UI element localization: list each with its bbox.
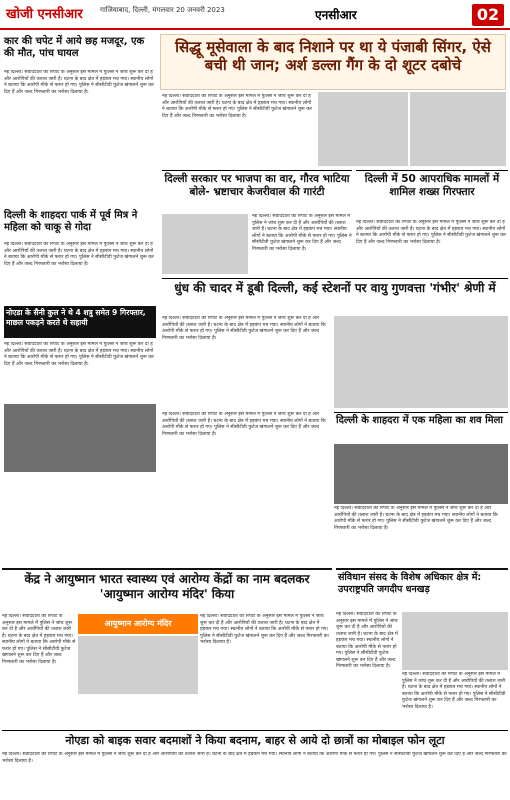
bjp-headline-box [162,170,352,210]
bottom-headline-box [2,730,508,750]
left-headline-3: नोएडा के सैनी कुल ने थे 4 शत्रु समेत 9 गिरफ्तार, माछल पकड़ने करते थे सहायी [4,306,156,338]
bjp-headline: दिल्ली सरकार पर भाजपा का वार, गौरव भाटिया बोले- भ्रष्टाचार केजरीवाल की गारंटी [164,173,350,198]
right-top-headline: दिल्ली में 50 आपराधिक मामलों में शामिल शख्स गिरफ्तार [364,173,500,198]
pollution-article: नई दिल्ली। संवाददाता की रिपोर्ट के अनुसार इस मामले में पुलिस ने जांच शुरू कर दी है और आरोपियों की तलाश जारी है। घटना के बाद क्षेत्र में हड़कंप मच गया। स्थानीय लोगों ने बताया कि आरोपी मौके से फरार हो गए। पुलिस ने सीसीटीवी फुटेज खंगालने शुरू कर दिए हैं और जल्द गिरफ्तारी का भरोसा दिलाया है। [162,316,326,341]
dateline: गाजियाबाद, दिल्ली, मंगलवार 20 जनवरी 2023 [100,6,225,14]
arrested-shooters-photo [410,92,506,166]
samvidhan-headline-box [336,568,508,610]
mid-center-article: नई दिल्ली। संवाददाता की रिपोर्ट के अनुसार इस मामले में पुलिस ने जांच शुरू कर दी है और आरोपियों की तलाश जारी है। घटना के बाद क्षेत्र में हड़कंप मच गया। स्थानीय लोगों ने बताया कि आरोपी मौके से फरार हो गए। पुलिस ने सीसीटीवी फुटेज खंगालने शुरू कर दिए हैं और जल्द गिरफ्तारी का भरोसा दिलाया है। [162,412,326,437]
bottom-headline: नोएडा को बाइक सवार बदमाशों ने किया बदनाम, बाहर से आये दो छात्रों का मोबाइल फोन लूटा [65,734,445,747]
left-article-1: नई दिल्ली। संवाददाता की रिपोर्ट के अनुसार इस मामले में पुलिस ने जांच शुरू कर दी है और आरोपियों की तलाश जारी है। घटना के बाद क्षेत्र में हड़कंप मच गया। स्थानीय लोगों ने बताया कि आरोपी मौके से फरार हो गए। पुलिस ने सीसीटीवी फुटेज खंगालने शुरू कर दिए हैं और जल्द गिरफ्तारी का भरोसा दिलाया है। [4,70,154,95]
bjp-article: नई दिल्ली। संवाददाता की रिपोर्ट के अनुसार इस मामले में पुलिस ने जांच शुरू कर दी है और आरोपियों की तलाश जारी है। घटना के बाद क्षेत्र में हड़कंप मच गया। स्थानीय लोगों ने बताया कि आरोपी मौके से फरार हो गए। पुलिस ने सीसीटीवी फुटेज खंगालने शुरू कर दिए हैं और जल्द गिरफ्तारी का भरोसा दिलाया है। [252,214,352,252]
crime-scene-photo [318,92,408,166]
samvidhan-headline: संविधान संसद के विशेष अधिकार क्षेत्र में: उपराष्ट्रपति जगदीप धनखड़ [338,572,482,595]
right-top-headline-box [356,170,508,216]
health-article-right: नई दिल्ली। संवाददाता की रिपोर्ट के अनुसार इस मामले में पुलिस ने जांच शुरू कर दी है और आरोपियों की तलाश जारी है। घटना के बाद क्षेत्र में हड़कंप मच गया। स्थानीय लोगों ने बताया कि आरोपी मौके से फरार हो गए। पुलिस ने सीसीटीवी फुटेज खंगालने शुरू कर दिए हैं और जल्द गिरफ्तारी का भरोसा दिलाया है। [200,614,329,645]
health-headline-box [2,568,332,610]
left-article-3: नई दिल्ली। संवाददाता की रिपोर्ट के अनुसार इस मामले में पुलिस ने जांच शुरू कर दी है और आरोपियों की तलाश जारी है। घटना के बाद क्षेत्र में हड़कंप मच गया। स्थानीय लोगों ने बताया कि आरोपी मौके से फरार हो गए। पुलिस ने सीसीटीवी फुटेज खंगालने शुरू कर दिए हैं और जल्द गिरफ्तारी का भरोसा दिलाया है। [4,342,154,367]
left-headline-2: दिल्ली के शाहदरा पार्क में पूर्व मित्र ने महिला को चाकू से गोदा [4,210,138,233]
page-number: 02 [472,4,504,26]
smog-photo [334,316,508,408]
health-headline: केंद्र ने आयुष्मान भारत स्वास्थ्य एवं आरोग्य केंद्रों का नाम बदलकर 'आयुष्मान आरोग्य मंदिर' किया [24,572,310,601]
dhankhar-photo [402,612,508,670]
right-mid-article: नई दिल्ली। संवाददाता की रिपोर्ट के अनुसार इस मामले में पुलिस ने जांच शुरू कर दी है और आरोपियों की तलाश जारी है। घटना के बाद क्षेत्र में हड़कंप मच गया। स्थानीय लोगों ने बताया कि आरोपी मौके से फरार हो गए। पुलिस ने सीसीटीवी फुटेज खंगालने शुरू कर दिए हैं और जल्द गिरफ्तारी का भरोसा दिलाया है। [334,506,498,531]
samvidhan-article-right: नई दिल्ली। संवाददाता की रिपोर्ट के अनुसार इस मामले में पुलिस ने जांच शुरू कर दी है और आरोपियों की तलाश जारी है। घटना के बाद क्षेत्र में हड़कंप मच गया। स्थानीय लोगों ने बताया कि आरोपी मौके से फरार हो गए। पुलिस ने सीसीटीवी फुटेज खंगालने शुरू कर दिए हैं और जल्द गिरफ्तारी का भरोसा दिलाया है। [402,672,506,710]
pollution-headline: धुंध की चादर में डूबी दिल्ली, कई स्टेशनों पर वायु गुणवत्ता 'गंभीर' श्रेणी में [174,281,496,295]
brand-logo: खोजी एनसीआर [6,4,96,26]
health-centre-photo [78,636,198,694]
left-headline-1: कार की चपेट में आये छह मजदूर, एक की मौत, पांच घायल [4,36,145,59]
gaurav-bhatia-photo [162,214,248,274]
section-title: एनसीआर [315,8,357,22]
left-article-2: नई दिल्ली। संवाददाता की रिपोर्ट के अनुसार इस मामले में पुलिस ने जांच शुरू कर दी है और आरोपियों की तलाश जारी है। घटना के बाद क्षेत्र में हड़कंप मच गया। स्थानीय लोगों ने बताया कि आरोपी मौके से फरार हो गए। पुलिस ने सीसीटीवी फुटेज खंगालने शुरू कर दिए हैं और जल्द गिरफ्तारी का भरोसा दिलाया है। [4,242,154,267]
right-mid-headline: दिल्ली के शाहदरा में एक महिला का शव मिला [336,415,504,426]
pollution-headline-box [162,278,508,312]
top-story-headline: सिद्धू मूसेवाला के बाद निशाने पर था ये पंजाबी सिंगर, ऐसे बची थी जान; अर्श डल्ला गैंग के दो शूटर दबोचे [175,38,491,74]
right-mid-headline-box [334,412,508,442]
handcuff-photo [4,404,156,472]
samvidhan-article-left: नई दिल्ली। संवाददाता की रिपोर्ट के अनुसार इस मामले में पुलिस ने जांच शुरू कर दी है और आरोपियों की तलाश जारी है। घटना के बाद क्षेत्र में हड़कंप मच गया। स्थानीय लोगों ने बताया कि आरोपी मौके से फरार हो गए। पुलिस ने सीसीटीवी फुटेज खंगालने शुरू कर दिए हैं और जल्द गिरफ्तारी का भरोसा दिलाया है। [336,612,398,669]
health-article-left: नई दिल्ली। संवाददाता की रिपोर्ट के अनुसार इस मामले में पुलिस ने जांच शुरू कर दी है और आरोपियों की तलाश जारी है। घटना के बाद क्षेत्र में हड़कंप मच गया। स्थानीय लोगों ने बताया कि आरोपी मौके से फरार हो गए। पुलिस ने सीसीटीवी फुटेज खंगालने शुरू कर दिए हैं और जल्द गिरफ्तारी का भरोसा दिलाया है। [2,614,76,665]
ayushman-banner: आयुष्मान आरोग्य मंदिर [78,614,198,634]
bottom-article: नई दिल्ली। संवाददाता की रिपोर्ट के अनुसार इस मामले में पुलिस ने जांच शुरू कर दी है और आरोपियों की तलाश जारी है। घटना के बाद क्षेत्र में हड़कंप मच गया। स्थानीय लोगों ने बताया कि आरोपी मौके से फरार हो गए। पुलिस ने सीसीटीवी फुटेज खंगालने शुरू कर दिए हैं और जल्द गिरफ्तारी का भरोसा दिलाया है। [2,752,507,764]
top-story-text: नई दिल्ली। संवाददाता की रिपोर्ट के अनुसार इस मामले में पुलिस ने जांच शुरू कर दी है और आरोपियों की तलाश जारी है। घटना के बाद क्षेत्र में हड़कंप मच गया। स्थानीय लोगों ने बताया कि आरोपी मौके से फरार हो गए। पुलिस ने सीसीटीवी फुटेज खंगालने शुरू कर दिए हैं और जल्द गिरफ्तारी का भरोसा दिलाया है। [162,94,312,119]
right-top-article: नई दिल्ली। संवाददाता की रिपोर्ट के अनुसार इस मामले में पुलिस ने जांच शुरू कर दी है और आरोपियों की तलाश जारी है। घटना के बाद क्षेत्र में हड़कंप मच गया। स्थानीय लोगों ने बताया कि आरोपी मौके से फरार हो गए। पुलिस ने सीसीटीवी फुटेज खंगालने शुरू कर दिए हैं और जल्द गिरफ्तारी का भरोसा दिलाया है। [356,220,506,245]
top-story-headline-box [160,34,506,90]
body-covered-photo [334,444,508,504]
